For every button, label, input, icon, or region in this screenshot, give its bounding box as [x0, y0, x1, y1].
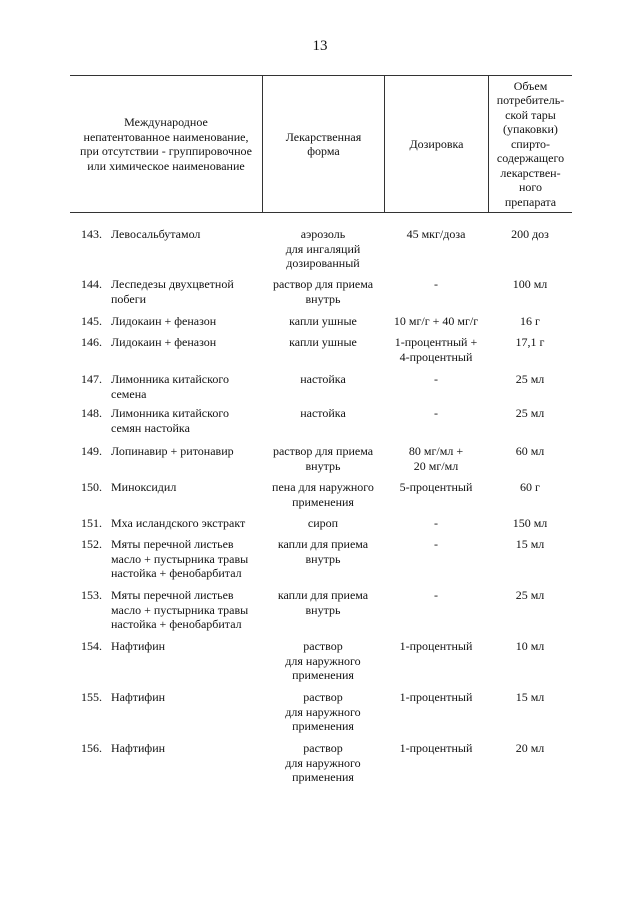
dosage: 1-процентный — [399, 690, 473, 704]
package-volume: 150 мл — [512, 516, 548, 530]
package-volume: 60 г — [520, 480, 540, 494]
dosage-form: капли ушные — [289, 314, 357, 328]
dosage: - — [434, 516, 438, 530]
dosage-form: раствор для наружного применения — [285, 639, 361, 682]
dosage-form: раствор для приема внутрь — [272, 444, 374, 473]
drug-name: Мяты перечной листьев масло + пустырника травы настойка + фенобарбитал — [111, 537, 249, 580]
package-volume: 10 мл — [515, 639, 545, 653]
page-number: 13 — [312, 38, 328, 54]
row-number: 148. — [81, 406, 102, 420]
header-form-label: Лекарственная форма — [285, 129, 362, 158]
package-volume: 200 доз — [511, 227, 549, 241]
package-volume: 15 мл — [515, 690, 545, 704]
header-dosage — [385, 76, 488, 212]
dosage-form: капли ушные — [289, 335, 357, 349]
dosage-form: настойка — [300, 406, 346, 420]
dosage: 5-процентный — [399, 480, 473, 494]
dosage: 1-процентный — [399, 639, 473, 653]
row-number: 154. — [81, 639, 102, 653]
package-volume: 25 мл — [515, 406, 545, 420]
dosage: - — [434, 406, 438, 420]
dosage-form: раствор для наружного применения — [285, 741, 361, 784]
row-number: 150. — [81, 480, 102, 494]
dosage: - — [434, 588, 438, 602]
row-number: 156. — [81, 741, 102, 755]
dosage-form: капли для приема внутрь — [277, 537, 369, 566]
drug-name: Миноксидил — [111, 480, 177, 494]
dosage: 1-процентный + 4-процентный — [394, 335, 478, 364]
header-volume — [489, 76, 572, 212]
dosage-form: пена для наружного применения — [272, 480, 374, 509]
drug-name: Леспедезы двухцветной побеги — [111, 277, 234, 306]
row-number: 152. — [81, 537, 102, 551]
drug-name: Левосальбутамол — [111, 227, 201, 241]
drug-name: Лимонника китайского семена — [111, 372, 229, 401]
drug-name: Нафтифин — [111, 639, 166, 653]
drug-name: Мха исландского экстракт — [111, 516, 246, 530]
row-number: 149. — [81, 444, 102, 458]
package-volume: 16 г — [520, 314, 540, 328]
header-name — [70, 76, 262, 212]
package-volume: 60 мл — [515, 444, 545, 458]
row-number: 143. — [81, 227, 102, 241]
dosage-form: аэрозоль для ингаляций дозированный — [285, 227, 361, 270]
row-number: 144. — [81, 277, 102, 291]
dosage-form: капли для приема внутрь — [277, 588, 369, 617]
table-header-bottom-rule — [70, 212, 572, 213]
drug-name: Лидокаин + феназон — [111, 335, 217, 349]
drug-name: Лидокаин + феназон — [111, 314, 217, 328]
row-number: 151. — [81, 516, 102, 530]
drug-name: Нафтифин — [111, 741, 166, 755]
header-dosage-label: Дозировка — [409, 136, 464, 151]
row-number: 145. — [81, 314, 102, 328]
drug-name: Мяты перечной листьев масло + пустырника травы настойка + фенобарбитал — [111, 588, 249, 631]
dosage-form: раствор для наружного применения — [285, 690, 361, 733]
package-volume: 25 мл — [515, 372, 545, 386]
drug-name: Лопинавир + ритонавир — [111, 444, 234, 458]
header-form — [263, 76, 384, 212]
row-number: 153. — [81, 588, 102, 602]
dosage-form: сироп — [307, 516, 339, 530]
dosage: - — [434, 277, 438, 291]
dosage-form: раствор для приема внутрь — [272, 277, 374, 306]
dosage: - — [434, 537, 438, 551]
package-volume: 20 мл — [515, 741, 545, 755]
header-volume-label: Объем потребитель- ской тары (упаковки) спирто- содержащего лекарствен- ного препарата — [496, 78, 565, 209]
package-volume: 100 мл — [512, 277, 548, 291]
drug-name: Нафтифин — [111, 690, 166, 704]
row-number: 146. — [81, 335, 102, 349]
row-number: 147. — [81, 372, 102, 386]
package-volume: 25 мл — [515, 588, 545, 602]
dosage-form: настойка — [300, 372, 346, 386]
dosage: 1-процентный — [399, 741, 473, 755]
package-volume: 17,1 г — [515, 335, 545, 349]
dosage: 45 мкг/доза — [406, 227, 466, 241]
row-number: 155. — [81, 690, 102, 704]
header-name-label: Международное непатентованное наименование, при отсутствии - группировочное или химическое наименование — [80, 115, 252, 173]
drug-name: Лимонника китайского семян настойка — [111, 406, 229, 435]
dosage: - — [434, 372, 438, 386]
dosage: 80 мг/мл + 20 мг/мл — [408, 444, 464, 473]
package-volume: 15 мл — [515, 537, 545, 551]
dosage: 10 мг/г + 40 мг/г — [393, 314, 479, 328]
